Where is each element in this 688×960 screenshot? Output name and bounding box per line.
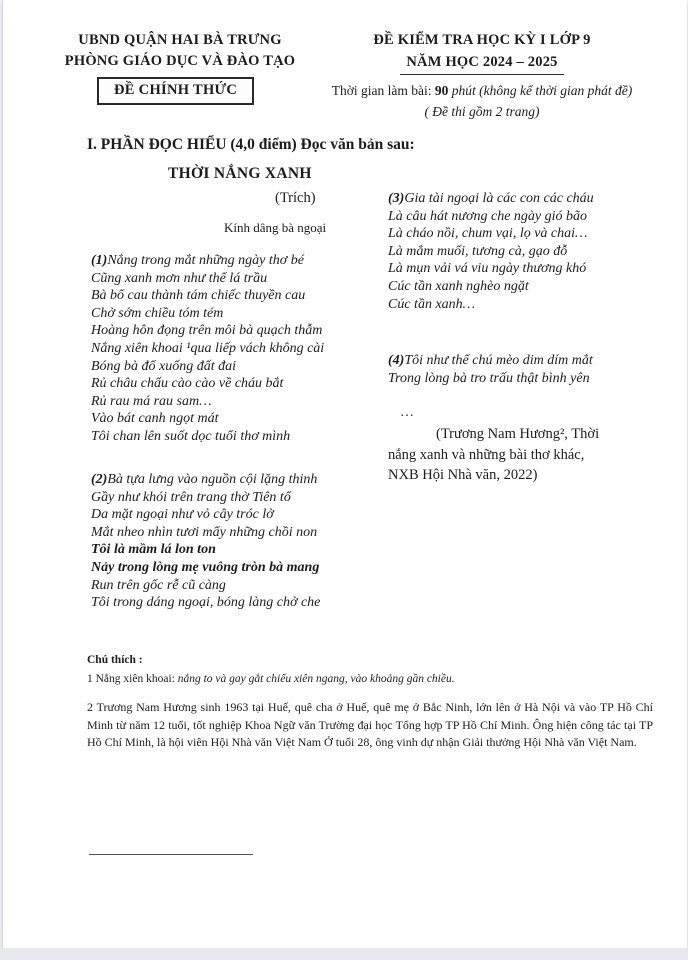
footnote-separator bbox=[89, 854, 253, 855]
exam-page bbox=[2, 0, 687, 948]
poem-title: THỜI NẮNG XANH bbox=[168, 165, 312, 182]
poem-line: Cúc tần xanh nghèo ngặt bbox=[388, 278, 529, 294]
footnote-2: 2 Trương Nam Hương sinh 1963 tại Huế, quê cha ở Huế, quê mẹ ở Bắc Ninh, lớn lên ở Hà Nội và vào TP Hồ Chí Minh từ năm 12 tuổi, tốt nghiệp Khoa Ngữ văn Trường đại học Tổng hợp TP Hồ Chí Minh. Ông hiện công tác tại TP Hồ Chí Minh, là hội viên Hội Nhà văn Việt Nam Ở tuổi 28, ông vinh dự nhận Giải thưởng Hội Nhà văn Việt Nam. bbox=[87, 700, 653, 750]
stanza-marker: (2) bbox=[91, 472, 108, 487]
poem-line bbox=[91, 471, 320, 489]
poem-line: Cũng xanh mơn như thể lá trầu bbox=[91, 270, 268, 286]
exam-duration bbox=[291, 80, 673, 101]
citation-line: nắng xanh và những bài thơ khác, bbox=[388, 446, 585, 463]
poem-line: Run trên gốc rễ cũ càng bbox=[91, 577, 226, 593]
poem-ellipsis: … bbox=[400, 405, 415, 420]
exam-title: ĐỀ KIỂM TRA HỌC KỲ I LỚP 9 bbox=[373, 32, 591, 48]
stanza-marker: (3) bbox=[388, 191, 405, 206]
duration-value: 90 bbox=[434, 83, 449, 98]
poem-line: Vào bát canh ngọt mát bbox=[91, 411, 219, 427]
poem-line-text: Nắng trong mắt những ngày thơ bé bbox=[107, 253, 304, 268]
poem-dedication: Kính dâng bà ngoại bbox=[224, 220, 327, 235]
poem-line bbox=[91, 252, 324, 270]
footnote-1 bbox=[87, 673, 455, 685]
poem-line: Là mụn vải vá viu ngày thương khó bbox=[388, 261, 587, 277]
poem-line-text: Tôi như thể chú mèo dim dím mắt bbox=[404, 353, 593, 368]
poem-line: Tôi chan lên suốt dọc tuổi thơ mình bbox=[91, 428, 291, 444]
photo-bottom-edge bbox=[0, 948, 688, 960]
poem-stanza-4 bbox=[388, 352, 593, 387]
official-exam-stamp: ĐỀ CHÍNH THỨC bbox=[97, 77, 254, 105]
poem-stanza-3 bbox=[388, 190, 594, 313]
poem-line: Là mắm muối, tương cà, gạo đỗ bbox=[388, 243, 568, 259]
exam-title-block bbox=[291, 30, 673, 122]
footnotes-heading: Chú thích : bbox=[87, 654, 143, 666]
poem-stanza-2 bbox=[91, 471, 320, 612]
poem-line: Nắng xiên khoai ¹qua liếp vách không cài bbox=[91, 340, 325, 356]
poem-line: Rủ rau má rau sam… bbox=[91, 393, 212, 409]
poem-line bbox=[388, 352, 593, 370]
footnote-1-term: 1 Nắng xiên khoai: bbox=[87, 673, 178, 685]
school-year: NĂM HỌC 2024 – 2025 bbox=[400, 52, 563, 75]
poem-line: Mắt nheo nhìn tươi mẩy những chồi non bbox=[91, 524, 318, 540]
poem-line: Chở sớm chiều tóm tém bbox=[91, 305, 224, 321]
poem-line: Là cháo nồi, chum vại, lọ và chai… bbox=[388, 226, 588, 242]
poem-stanza-1 bbox=[91, 252, 324, 446]
poem-line: Gầy như khói trên trang thờ Tiên tổ bbox=[91, 489, 291, 505]
authority-line-1: UBND QUẬN HAI BÀ TRƯNG bbox=[78, 32, 282, 48]
duration-suffix: phút (không kể thời gian phát đề) bbox=[448, 83, 633, 98]
stanza-marker: (4) bbox=[388, 353, 405, 368]
footnote-1-definition: nắng to và gay gắt chiếu xiên ngang, vào khoảng gần chiều. bbox=[177, 673, 455, 685]
poem-line: Rủ châu chấu cào cào về cháu bắt bbox=[91, 376, 284, 392]
poem-subtitle: (Trích) bbox=[275, 190, 316, 206]
stanza-marker: (1) bbox=[91, 253, 108, 268]
duration-label: Thời gian làm bài: bbox=[331, 83, 435, 98]
poem-line-text: Gia tài ngoại là các con các cháu bbox=[404, 191, 594, 206]
poem-line-emphasized: Tôi là mầm lá lon ton bbox=[91, 542, 216, 558]
poem-line bbox=[388, 190, 594, 208]
page-count-note: ( Đề thi gồm 2 trang) bbox=[424, 104, 540, 119]
poem-line: Hoàng hôn đọng trên môi bà quạch thẫm bbox=[91, 323, 323, 339]
poem-citation bbox=[388, 424, 666, 486]
poem-line: Trong lòng bà tro trấu thật bình yên bbox=[388, 370, 590, 386]
poem-line: Tôi trong dáng ngoại, bóng làng chở che bbox=[91, 595, 321, 611]
poem-line: Bà bổ cau thành tám chiếc thuyền cau bbox=[91, 288, 306, 304]
citation-line: NXB Hội Nhà văn, 2022) bbox=[388, 467, 538, 483]
poem-line: Da mặt ngoại như vỏ cây tróc lở bbox=[91, 507, 274, 523]
issuing-authority bbox=[56, 30, 304, 72]
poem-line: Là câu hát nương che ngày gió bão bbox=[388, 208, 588, 224]
poem-line: Bóng bà đổ xuống đất đai bbox=[91, 358, 237, 374]
authority-line-2: PHÒNG GIÁO DỤC VÀ ĐÀO TẠO bbox=[64, 53, 296, 69]
section-heading: I. PHẦN ĐỌC HIỂU (4,0 điểm) Đọc văn bản sau: bbox=[87, 136, 415, 153]
poem-line: Cúc tần xanh… bbox=[388, 296, 476, 312]
poem-line-emphasized: Nảy trong lòng mẹ vuông tròn bà mang bbox=[91, 559, 320, 575]
citation-line: (Trương Nam Hương², Thời bbox=[436, 426, 600, 442]
poem-line-text: Bà tựa lưng vào nguồn cội lặng thinh bbox=[107, 472, 318, 487]
